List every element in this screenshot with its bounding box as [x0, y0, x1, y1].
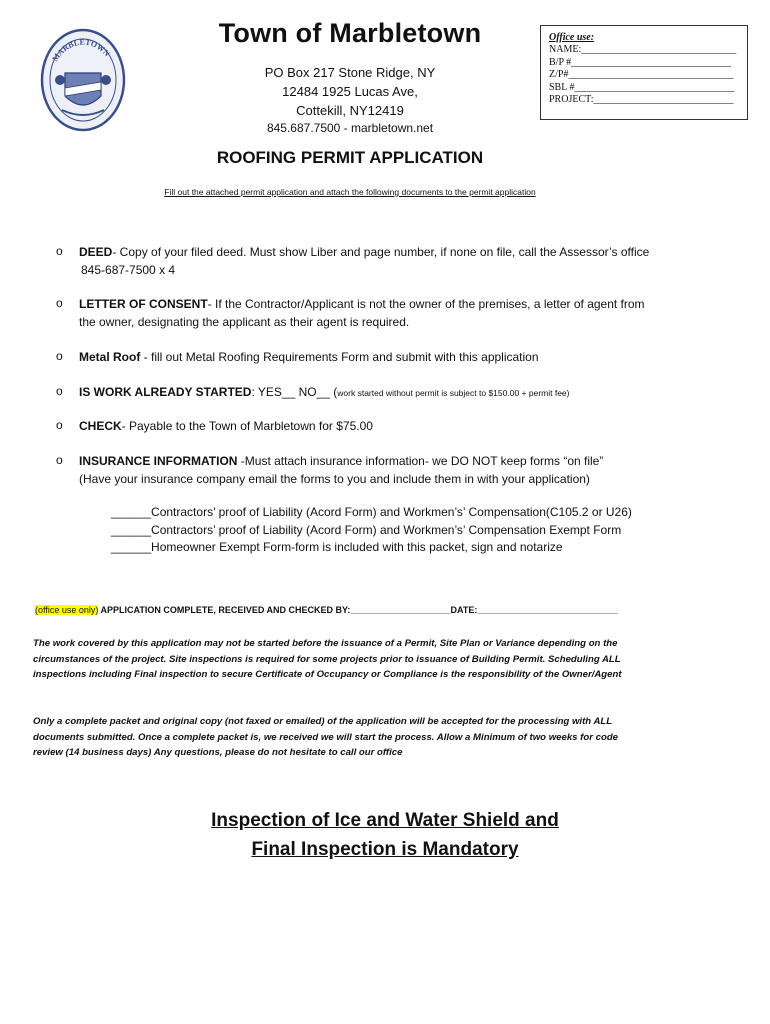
insurance-checklist	[111, 504, 731, 557]
item-text-line2: the owner, designating the applicant as their agent is required.	[79, 315, 410, 329]
checklist-item-liability-comp[interactable]: ______Contractors’ proof of Liability (Acord Form) and Workmen’s’ Compensation(C105.2 or U26)	[111, 505, 632, 519]
office-project-field[interactable]: PROJECT:____________________________	[549, 94, 734, 105]
item-work-started	[79, 383, 719, 402]
item-text: - Copy of your filed deed. Must show Liber and page number, if none on file, call the Assessor’s office	[112, 245, 650, 259]
item-note: work started without permit is subject to $150.00 + permit fee)	[337, 388, 570, 398]
work-coverage-paragraph	[33, 636, 733, 683]
item-text: : YES__ NO__ (	[251, 385, 338, 399]
checklist-item-homeowner-exempt[interactable]: ______Homeowner Exempt Form-form is included with this packet, sign and notarize	[111, 540, 563, 554]
office-zp-field[interactable]: Z/P#_________________________________	[549, 69, 734, 80]
contact-line: 845.687.7500 - marbletown.net	[266, 121, 434, 135]
paragraph-line: documents submitted. Once a complete packet is, we received we will start the process. Allow a Minimum of two weeks for code	[33, 731, 619, 743]
checklist-item-liability-exempt[interactable]: ______Contractors’ proof of Liability (Acord Form) and Workmen’s’ Compensation Exempt Form	[111, 522, 622, 537]
bullet-marker: o	[56, 384, 63, 398]
item-label: LETTER OF CONSENT	[79, 297, 208, 311]
item-label: INSURANCE INFORMATION	[79, 454, 238, 468]
paragraph-line: review (14 business days) Any questions, please do not hesitate to call our office	[33, 747, 403, 758]
complete-packet-paragraph	[33, 714, 733, 761]
office-name-field[interactable]: NAME:_______________________________	[549, 44, 737, 55]
bullet-marker: o	[56, 244, 63, 258]
item-label: IS WORK ALREADY STARTED	[79, 385, 252, 399]
office-use-heading: Office use:	[549, 32, 595, 43]
office-sbl-field[interactable]: SBL #________________________________	[549, 81, 735, 93]
item-letter-of-consent	[79, 295, 719, 331]
address-line-1: PO Box 217 Stone Ridge, NY	[264, 65, 436, 80]
form-instructions: Fill out the attached permit application and attach the following documents to the permit application	[164, 187, 536, 197]
office-use-only-highlight: (office use only)	[35, 605, 99, 615]
office-use-box	[540, 25, 748, 120]
item-label: DEED	[79, 245, 113, 259]
paragraph-line: circumstances of the project. Site inspections is required for some projects prior to issuance of Building Permit. Scheduling ALL	[33, 653, 621, 665]
svg-text:MARBLETOWN: MARBLETOWN	[50, 37, 112, 64]
paragraph-line: Only a complete packet and original copy (not faxed or emailed) of the application will be accepted for the processing with ALL	[33, 716, 613, 727]
item-deed	[79, 243, 719, 279]
address-line-2: 12484 1925 Lucas Ave,	[282, 84, 418, 99]
mandatory-inspection-heading-1: Inspection of Ice and Water Shield and	[211, 810, 559, 831]
item-metal-roof	[79, 348, 719, 366]
item-insurance	[79, 452, 719, 488]
item-label: CHECK	[79, 419, 122, 433]
form-title: ROOFING PERMIT APPLICATION	[216, 148, 484, 167]
bullet-marker: o	[56, 349, 63, 363]
item-text-line2: (Have your insurance company email the forms to you and include them in with your application)	[79, 472, 590, 486]
town-seal-logo	[40, 28, 126, 132]
bullet-marker: o	[56, 418, 63, 432]
office-checked-by-field[interactable]: APPLICATION COMPLETE, RECEIVED AND CHECKED BY:____________________DATE:____________________________	[98, 605, 618, 615]
paragraph-line: The work covered by this application may not be started before the issuance of a Permit, Site Plan or Variance depending on the	[33, 638, 618, 649]
office-bp-field[interactable]: B/P #________________________________	[549, 56, 732, 68]
town-title: Town of Marbletown	[218, 18, 482, 48]
mandatory-inspection-heading-2: Final Inspection is Mandatory	[251, 839, 519, 860]
item-text: -Must attach insurance information- we DO NOT keep forms “on file”	[237, 454, 604, 468]
office-use-checked-line	[35, 605, 735, 615]
address-line-3: Cottekill, NY12419	[296, 103, 404, 118]
bullet-marker: o	[56, 453, 63, 467]
paragraph-line: inspections including Final inspection to secure Certificate of Occupancy or Compliance is the responsibility of the Owner/Agent	[33, 669, 622, 680]
item-text-line2: 845-687-7500 x 4	[81, 263, 176, 277]
item-check	[79, 417, 719, 435]
item-text: - If the Contractor/Applicant is not the owner of the premises, a letter of agent from	[207, 297, 645, 311]
item-text: - Payable to the Town of Marbletown for $75.00	[121, 419, 373, 433]
bullet-marker: o	[56, 296, 63, 310]
item-label: Metal Roof	[79, 350, 141, 364]
item-text: - fill out Metal Roofing Requirements Form and submit with this application	[140, 350, 539, 364]
